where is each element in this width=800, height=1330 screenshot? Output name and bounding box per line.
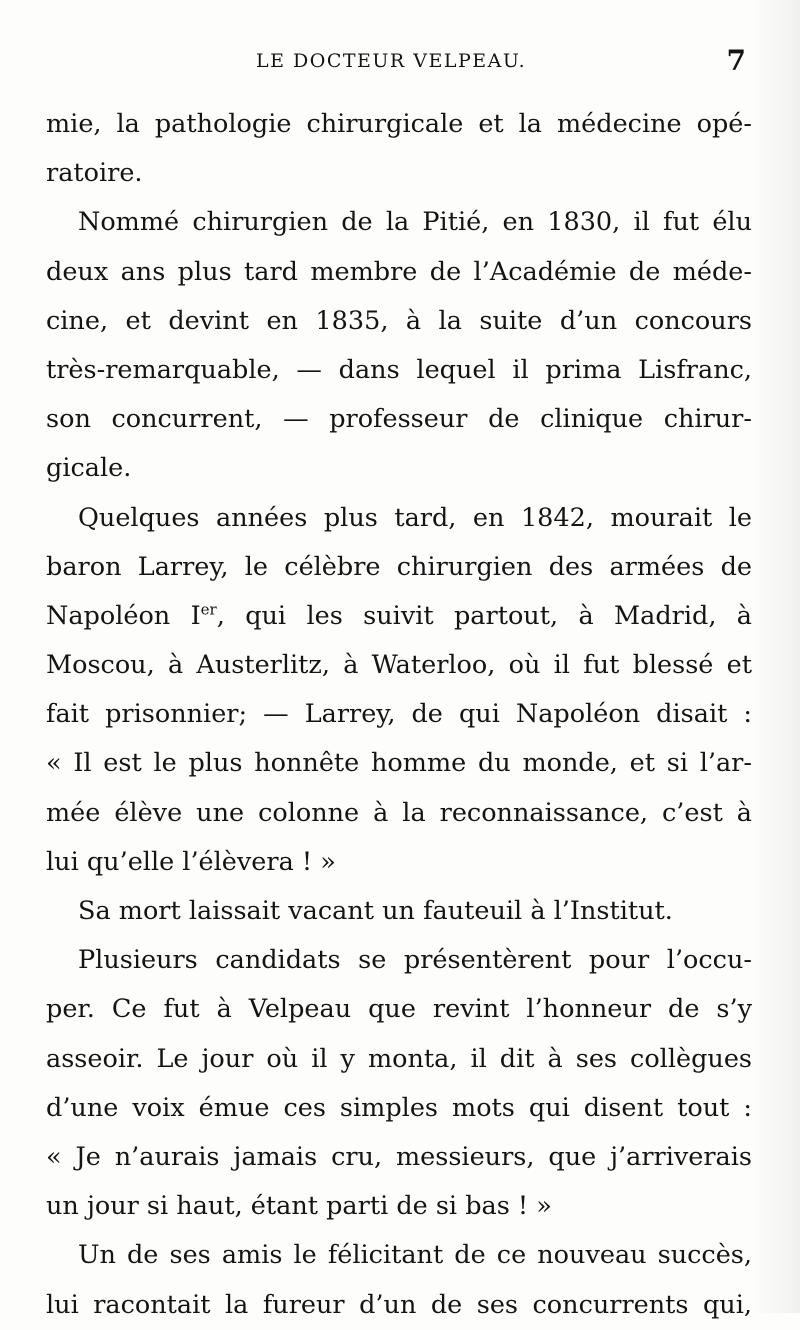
text-line: ratoire. (46, 158, 143, 189)
text-line: fait prisonnier; — Larrey, de qui Napoléon disait : (46, 699, 752, 730)
text-line: « Je n’aurais jamais cru, messieurs, que j’arriverais (46, 1141, 752, 1172)
text-line: baron Larrey, le célèbre chirurgien des armées de (46, 551, 752, 582)
text-line: un jour si haut, étant parti de si bas ! » (46, 1191, 552, 1222)
superscript-er: er (200, 600, 217, 619)
text-line: mée élève une colonne à la reconnaissance, c’est à (46, 797, 752, 828)
text-line: Quelques années plus tard, en 1842, mourait le (78, 502, 752, 533)
text-line: très-remarquable, — dans lequel il prima Lisfranc, (46, 354, 752, 385)
text-line: Plusieurs candidats se présentèrent pour l’occu- (78, 945, 752, 976)
text-line: son concurrent, — professeur de clinique chirur- (46, 404, 752, 435)
text-line: asseoir. Le jour où il y monta, il dit à ses collègues (46, 1043, 752, 1074)
text-line: d’une voix émue ces simples mots qui disent tout : (46, 1092, 752, 1123)
text-line: Un de ses amis le félicitant de ce nouveau succès, (78, 1240, 752, 1271)
text-line: Moscou, à Austerlitz, à Waterloo, où il fut blessé et (46, 650, 752, 681)
text-line: lui qu’elle l’élèvera ! » (46, 846, 336, 877)
text-line: deux ans plus tard membre de l’Académie de méde- (46, 256, 752, 287)
text-line: Sa mort laissait vacant un fauteuil à l’Institut. (78, 896, 673, 926)
text-line: mie, la pathologie chirurgicale et la médecine opé- (46, 109, 752, 139)
running-head (46, 44, 752, 80)
body-text (46, 100, 752, 1330)
running-title: LE DOCTEUR VELPEAU. (256, 50, 527, 72)
page-number: 7 (726, 44, 746, 77)
text-line: gicale. (46, 453, 132, 484)
text-line: Napoléon Ier, qui les suivit partout, à Madrid, à (46, 600, 752, 631)
text-line: cine, et devint en 1835, à la suite d’un concours (46, 305, 752, 336)
text-line: « Il est le plus honnête homme du monde, et si l’ar- (46, 748, 752, 779)
text-line: per. Ce fut à Velpeau que revint l’honneur de s’y (46, 994, 752, 1025)
text-line: lui racontait la fureur d’un de ses concurrents qui, (46, 1289, 752, 1320)
page-edge-shadow (752, 0, 800, 1313)
text-line: Nommé chirurgien de la Pitié, en 1830, il fut élu (78, 207, 752, 238)
